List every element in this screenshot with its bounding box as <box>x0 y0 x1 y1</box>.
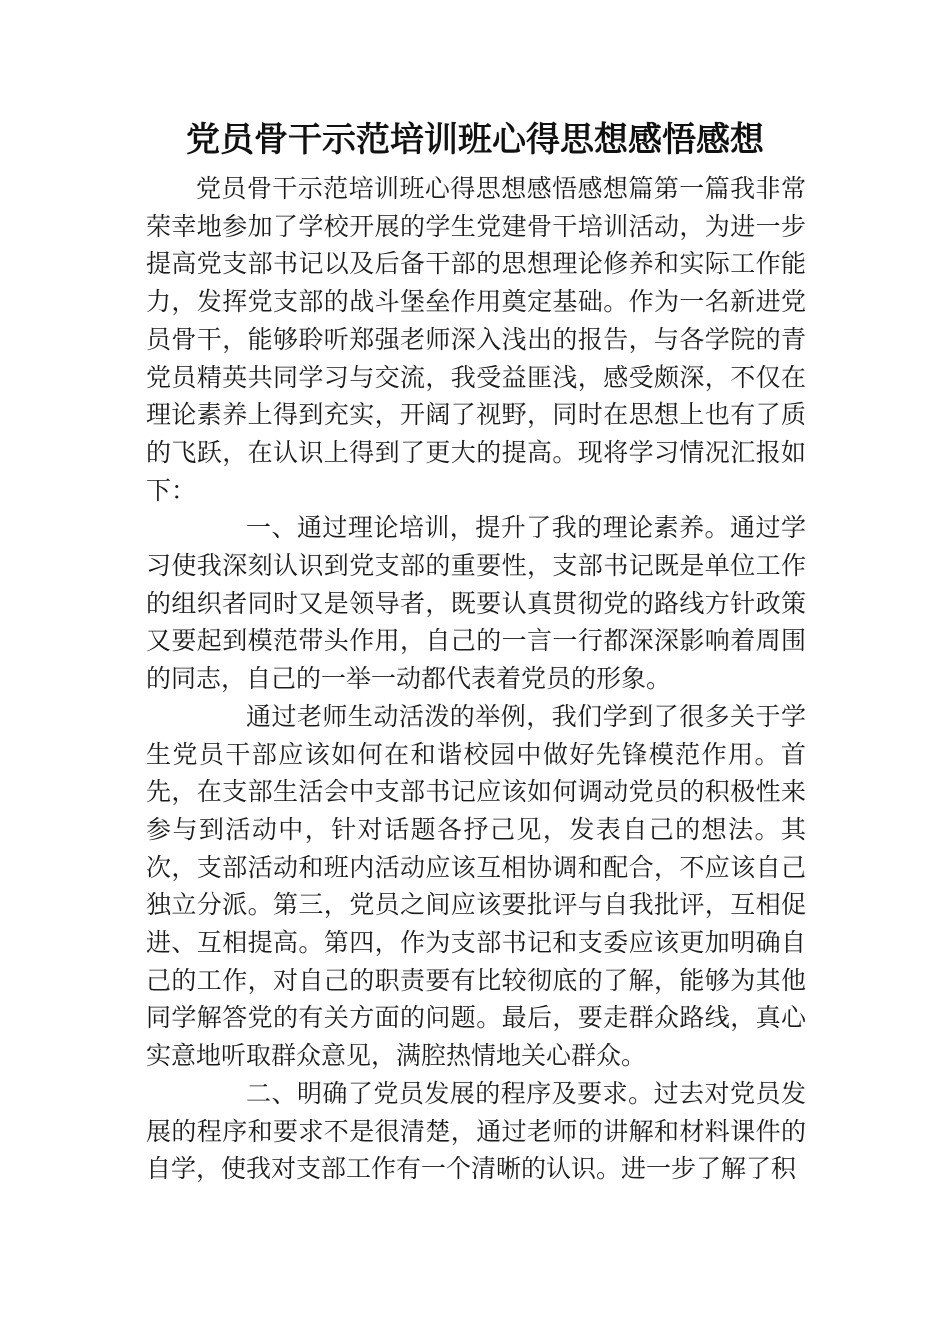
document-body <box>146 170 806 1188</box>
paragraph-theory-training: 一、通过理论培训，提升了我的理论素养。通过学习使我深刻认识到党支部的重要性，支部书记既是单位工作的组织者同时又是领导者，既要认真贯彻党的路线方针政策又要起到模范带头作用，自己的一言一行都深深影响着周围的同志，自己的一举一动都代表着党员的形象。 <box>146 513 806 694</box>
paragraph-development-procedure: 二、明确了党员发展的程序及要求。过去对党员发展的程序和要求不是很清楚，通过老师的讲解和材料课件的自学，使我对支部工作有一个清晰的认识。进一步了解了积 <box>146 1078 806 1184</box>
paragraph-intro: 党员骨干示范培训班心得思想感悟感想篇第一篇我非常荣幸地参加了学校开展的学生党建骨干培训活动，为进一步提高党支部书记以及后备干部的思想理论修养和实际工作能力，发挥党支部的战斗堡垒作用奠定基础。作为一名新进党员骨干，能够聆听郑强老师深入浅出的报告，与各学院的青党员精英共同学习与交流，我受益匪浅，感受颇深，不仅在理论素养上得到充实，开阔了视野，同时在思想上也有了质的飞跃，在认识上得到了更大的提高。现将学习情况汇报如下： <box>146 174 806 505</box>
paragraph-examples: 通过老师生动活泼的举例，我们学到了很多关于学生党员干部应该如何在和谐校园中做好先锋模范作用。首先，在支部生活会中支部书记应该如何调动党员的积极性来参与到活动中，针对话题各抒己见，发表自己的想法。其次，支部活动和班内活动应该互相协调和配合，不应该自己独立分派。第三，党员之间应该要批评与自我批评，互相促进、互相提高。第四，作为支部书记和支委应该更加明确自己的工作，对自己的职责要有比较彻底的了解，能够为其他同学解答党的有关方面的问题。最后，要走群众路线，真心实意地听取群众意见，满腔热情地关心群众。 <box>146 701 806 1071</box>
document-title: 党员骨干示范培训班心得思想感悟感想 <box>186 120 764 160</box>
